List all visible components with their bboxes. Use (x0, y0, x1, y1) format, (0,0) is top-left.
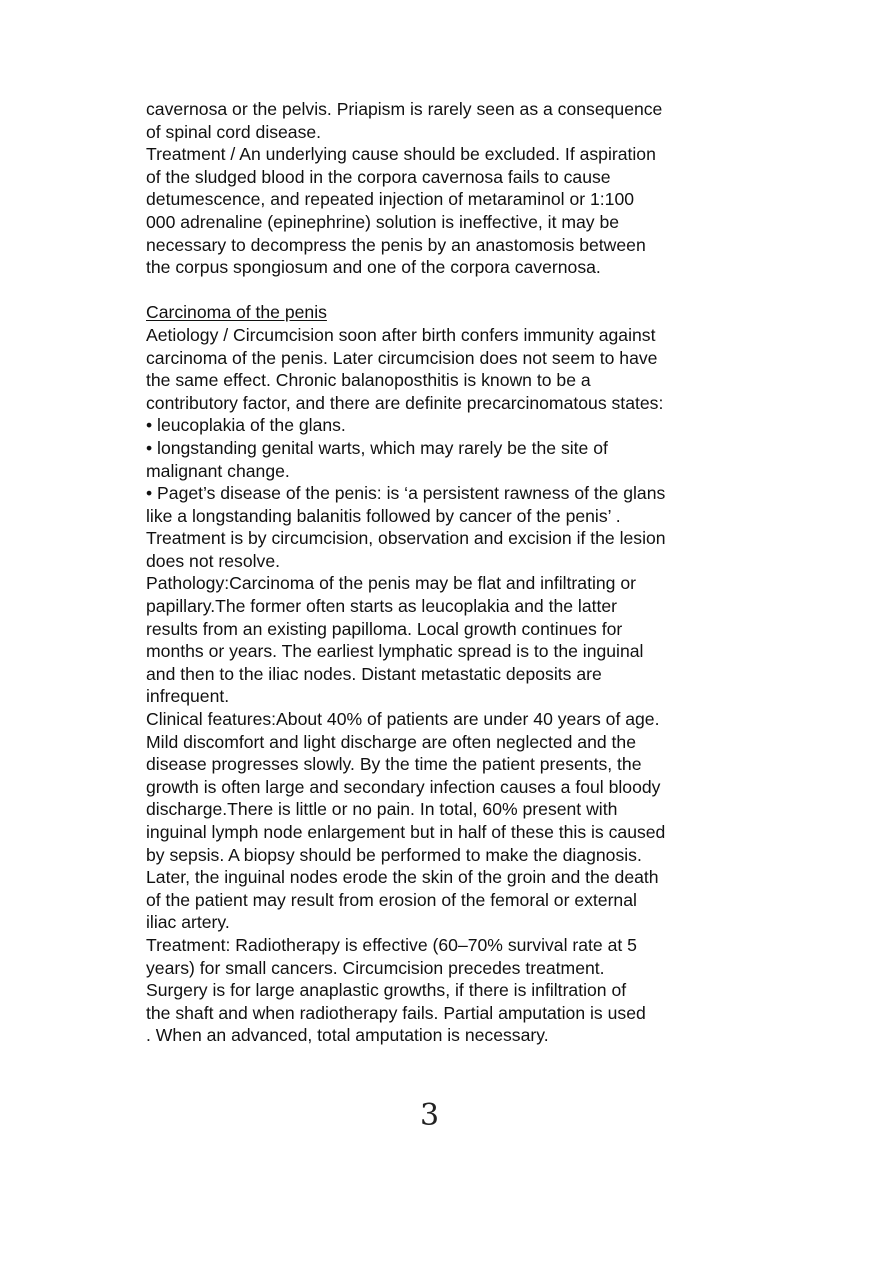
text-line: the corpus spongiosum and one of the corpora cavernosa. (146, 257, 601, 278)
text-line: the shaft and when radiotherapy fails. Partial amputation is used (146, 1002, 646, 1023)
text-line: by sepsis. A biopsy should be performed to make the diagnosis. (146, 844, 642, 865)
text-line: 000 adrenaline (epinephrine) solution is ineffective, it may be (146, 211, 620, 232)
text-line: • longstanding genital warts, which may rarely be the site of (146, 437, 608, 458)
section-heading: Carcinoma of the penis (146, 302, 327, 323)
text-line: • Paget’s disease of the penis: is ‘a persistent rawness of the glans (146, 483, 666, 504)
page-number: 3 (420, 1098, 440, 1133)
text-line: malignant change. (146, 460, 290, 481)
text-line: infrequent. (146, 686, 230, 707)
text-line: contributory factor, and there are definite precarcinomatous states: (146, 392, 664, 413)
text-line: • leucoplakia of the glans. (146, 415, 346, 436)
text-line: Treatment / An underlying cause should be excluded. If aspiration (146, 144, 656, 165)
text-line: like a longstanding balanitis followed by cancer of the penis’ . (146, 505, 621, 526)
text-line: Later, the inguinal nodes erode the skin of the groin and the death (146, 867, 659, 888)
bullet-item (146, 482, 746, 572)
paragraph-priapism-treatment (146, 143, 746, 279)
text-line: detumescence, and repeated injection of metaraminol or 1:100 (146, 189, 635, 210)
text-line: months or years. The earliest lymphatic spread is to the inguinal (146, 641, 644, 662)
text-line: of the sludged blood in the corpora cavernosa fails to cause (146, 166, 611, 187)
paragraph-gap (146, 279, 746, 302)
paragraph-pathology (146, 572, 746, 708)
bullet-item (146, 437, 746, 482)
text-line: the same effect. Chronic balanoposthitis is known to be a (146, 370, 591, 391)
paragraph-aetiology (146, 324, 746, 414)
text-line: growth is often large and secondary infection causes a foul bloody (146, 776, 661, 797)
text-line: . When an advanced, total amputation is necessary. (146, 1025, 549, 1046)
text-line: iliac artery. (146, 912, 230, 933)
paragraph-priapism-end (146, 98, 746, 143)
text-line: Treatment is by circumcision, observation and excision if the lesion (146, 528, 666, 549)
text-line: Surgery is for large anaplastic growths, if there is infiltration of (146, 980, 627, 1001)
text-line: inguinal lymph node enlargement but in half of these this is caused (146, 822, 666, 842)
text-line: papillary.The former often starts as leucoplakia and the latter (146, 596, 618, 617)
text-line: does not resolve. (146, 550, 280, 571)
text-line: Clinical features:About 40% of patients are under 40 years of age. (146, 709, 660, 730)
text-line: Treatment: Radiotherapy is effective (60–70% survival rate at 5 (146, 934, 637, 955)
text-line: years) for small cancers. Circumcision precedes treatment. (146, 957, 605, 978)
text-line: discharge.There is little or no pain. In total, 60% present with (146, 799, 618, 820)
text-line: Aetiology / Circumcision soon after birth confers immunity against (146, 324, 656, 345)
text-line: of the patient may result from erosion of the femoral or external (146, 889, 637, 910)
text-line: disease progresses slowly. By the time the patient presents, the (146, 754, 642, 775)
text-line: cavernosa or the pelvis. Priapism is rarely seen as a consequence (146, 99, 663, 119)
text-line: Pathology:Carcinoma of the penis may be flat and infiltrating or (146, 573, 636, 594)
text-line: of spinal cord disease. (146, 121, 322, 142)
text-line: results from an existing papilloma. Local growth continues for (146, 618, 623, 639)
paragraph-clinical-features (146, 708, 746, 934)
text-line: and then to the iliac nodes. Distant metastatic deposits are (146, 663, 602, 684)
bullet-item (146, 414, 746, 437)
text-line: Mild discomfort and light discharge are often neglected and the (146, 731, 636, 752)
body-text (146, 98, 746, 1047)
text-line: carcinoma of the penis. Later circumcision does not seem to have (146, 347, 658, 368)
text-line: necessary to decompress the penis by an anastomosis between (146, 234, 646, 255)
paragraph-carcinoma-treatment (146, 934, 746, 1047)
